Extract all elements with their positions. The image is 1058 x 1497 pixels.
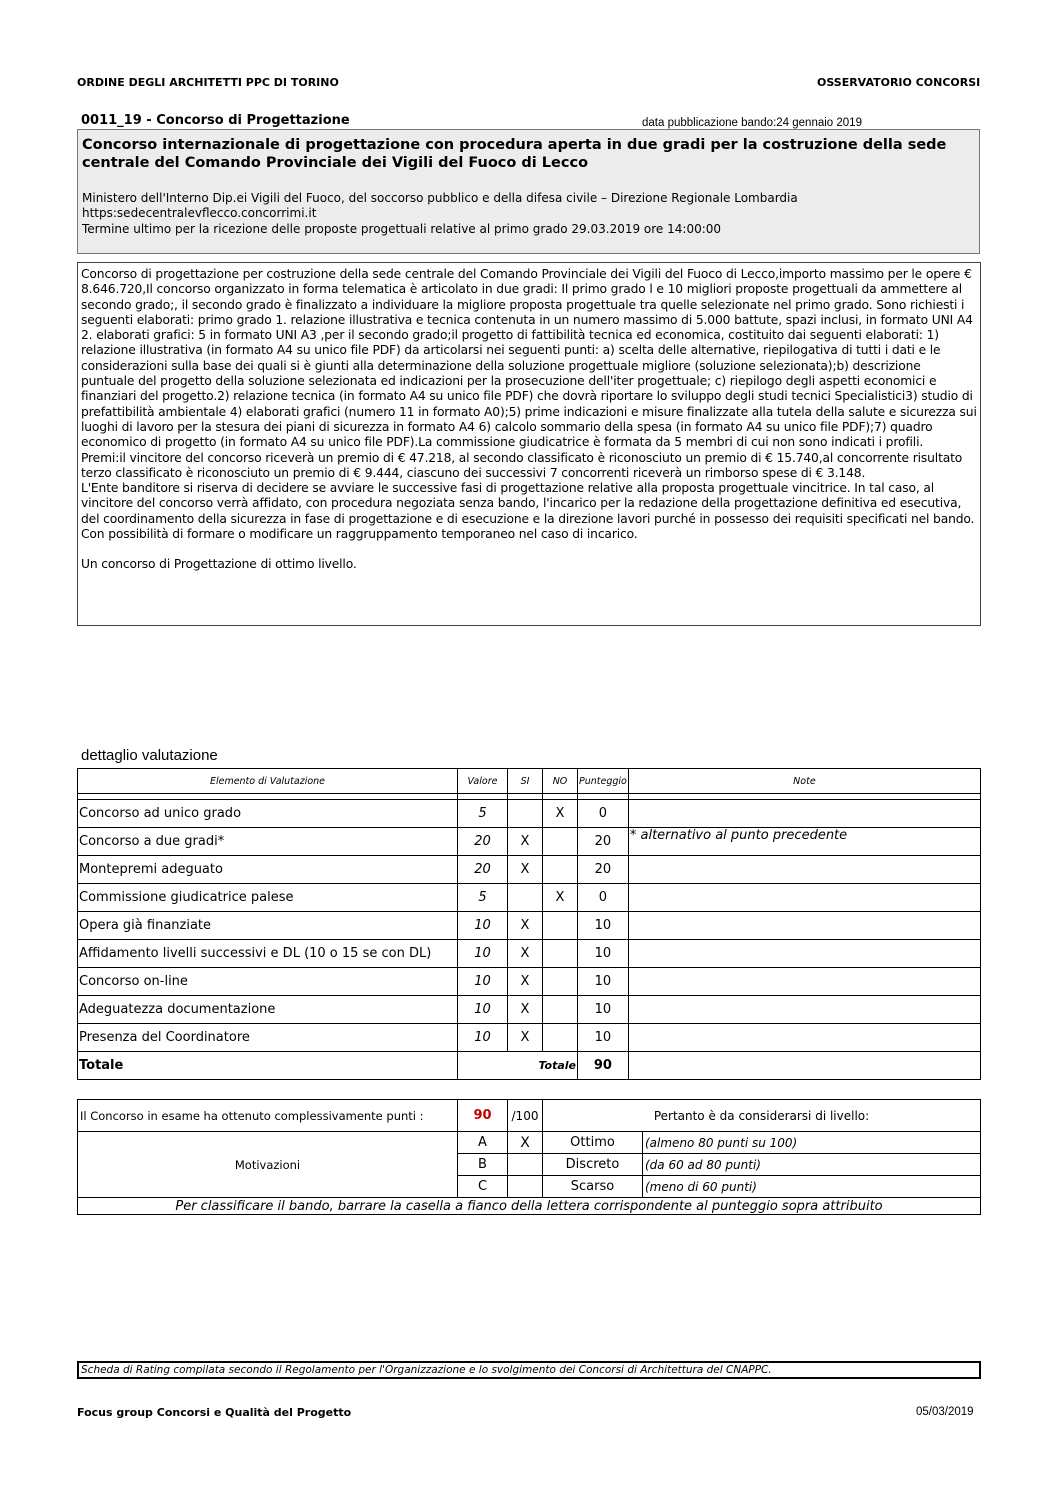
total-row (78, 1052, 981, 1080)
footer-date: 05/03/2019 (916, 1406, 974, 1418)
row-no: X (543, 884, 578, 912)
header-no: NO (543, 769, 578, 794)
total-label: Totale (78, 1052, 458, 1080)
row-score: 10 (578, 1024, 629, 1052)
level-name: Ottimo (543, 1132, 643, 1154)
row-label: Adeguatezza documentazione (78, 996, 458, 1024)
row-yes: X (508, 1024, 543, 1052)
row-yes: X (508, 968, 543, 996)
row-note: * alternativo al punto precedente (628, 828, 980, 856)
row-value: 10 (458, 1024, 508, 1052)
table-row (78, 856, 981, 884)
publication-date: data pubblicazione bando:24 gennaio 2019 (642, 117, 862, 129)
competition-title: Concorso internazionale di progettazione con procedura aperta in due gradi per la costruzione della sede centrale del Comando Provinciale dei Vigili del Fuoco di Lecco (82, 137, 947, 171)
level-row (78, 1132, 981, 1154)
row-note (628, 856, 980, 884)
table-row (78, 912, 981, 940)
table-row (78, 996, 981, 1024)
description-paragraph: Concorso di progettazione per costruzione della sede centrale del Comando Provinciale dei Vigili del Fuoco di Lecco,importo massimo per le opere € 8.646.720,Il concorso organizzato in forma telematica è articolato in due gradi: Il primo grado l e 10 migliori proposte progettuali da ammettere al secondo grado;, il secondo grado è finalizzato a individuare la migliore proposta progettuale tra quelle selezionate nel primo grado. Sono richiesti i seguenti elaborati: primo grado 1. relazione illustrativa e tecnica contenuta in un numero massimo di 5.000 battute, spazi inclusi, in formato UNI A4 2. elaborati grafici: 5 in formato UNI A3 ,per il secondo grado;il progetto di fattibilità tecnica ed economica, costituito dai seguenti elaborati: 1) relazione illustrativa (in formato A4 su unico file PDF) da articolarsi nei seguenti punti: a) scelta delle alternative, riepilogativa di tutti i dati e le considerazioni sulla base dei quali si è giunti alla determinazione della soluzione progettuale migliore (soluzione selezionata);b) descrizione puntuale del progetto della soluzione selezionata ed indicazioni per la prosecuzione dell'iter progettuale; c) riepilogo degli aspetti economici e finanziari del progetto.2) relazione tecnica (in formato A4 su unico file PDF) che dovrà riportare lo sviluppo degli studi tecnici Specialistici3) studio di prefattibilità ambientale 4) elaborati grafici (numero 11 in formato A0);5) prime indicazioni e misure finalizzate alla tutela della salute e sicurezza sui luoghi di lavoro per la stesura dei piani di sicurezza in formato A4 6) calcolo sommario della spesa (in formato A4 su unico file PDF);7) quadro economico di progetto (in formato A4 su unico file PDF).La commissione giudicatrice è formata da 5 membri di cui non sono indicati i profili. (81, 267, 977, 450)
row-score: 10 (578, 996, 629, 1024)
footnote-row (78, 1198, 981, 1215)
total-label-italic: Totale (458, 1052, 578, 1080)
row-no (543, 1024, 578, 1052)
result-out-of: /100 (508, 1100, 543, 1132)
row-value: 20 (458, 828, 508, 856)
row-note (628, 912, 980, 940)
result-intro: Il Concorso in esame ha ottenuto complessivamente punti : (78, 1100, 458, 1132)
header-yes: SI (508, 769, 543, 794)
table-row (78, 1024, 981, 1052)
title-box (77, 129, 980, 254)
row-note (628, 884, 980, 912)
rating-scheda-note: Scheda di Rating compilata secondo il Regolamento per l'Organizzazione e lo svolgimento dei Concorsi di Architettura del CNAPPC. (77, 1361, 981, 1379)
level-letter: A (458, 1132, 508, 1154)
row-score: 0 (578, 800, 629, 828)
total-score: 90 (578, 1052, 629, 1080)
row-note (628, 996, 980, 1024)
level-mark (508, 1154, 543, 1176)
row-no (543, 968, 578, 996)
level-letter: C (458, 1176, 508, 1198)
evaluation-header-row (78, 769, 981, 794)
row-yes: X (508, 912, 543, 940)
header-element: Elemento di Valutazione (78, 769, 458, 794)
header-notes: Note (628, 769, 980, 794)
header-observatory: OSSERVATORIO CONCORSI (817, 76, 981, 89)
competition-url: https:sedecentralevflecco.concorrimi.it (82, 206, 317, 220)
header-value: Valore (458, 769, 508, 794)
level-mark: X (508, 1132, 543, 1154)
level-range: (almeno 80 punti su 100) (643, 1132, 981, 1154)
row-yes (508, 800, 543, 828)
row-yes: X (508, 856, 543, 884)
row-no (543, 856, 578, 884)
result-level-heading: Pertanto è da considerarsi di livello: (543, 1100, 981, 1132)
row-label: Concorso on-line (78, 968, 458, 996)
row-yes (508, 884, 543, 912)
row-label: Montepremi adeguato (78, 856, 458, 884)
row-note (628, 800, 980, 828)
result-table (77, 1099, 981, 1215)
level-name: Scarso (543, 1176, 643, 1198)
result-summary-row (78, 1100, 981, 1132)
evaluation-table (77, 768, 981, 1080)
row-value: 5 (458, 884, 508, 912)
level-range: (meno di 60 punti) (643, 1176, 981, 1198)
evaluation-section-title: dettaglio valutazione (81, 747, 218, 764)
row-no (543, 912, 578, 940)
row-yes: X (508, 828, 543, 856)
row-value: 10 (458, 968, 508, 996)
description-box (77, 262, 981, 626)
row-note (628, 1024, 980, 1052)
level-letter: B (458, 1154, 508, 1176)
row-score: 10 (578, 940, 629, 968)
row-value: 10 (458, 940, 508, 968)
header-org: ORDINE DEGLI ARCHITETTI PPC DI TORINO (77, 76, 339, 89)
description-assignment: L'Ente banditore si riserva di decidere se avviare le successive fasi di progettazione relative alla proposta progettuale vincitrice. In tal caso, al vincitore del concorso verrà affidato, con procedura negoziata senza bando, l'incarico per la redazione della progettazione definitiva ed esecutiva, del coordinamento della sicurezza in fase di progettazione e di esecuzione e la direzione lavori purché in possesso dei requisiti specificati nel bando. Con possibilità di formare o modificare un raggruppamento temporaneo nel caso di incarico. (81, 481, 975, 542)
row-label: Concorso ad unico grado (78, 800, 458, 828)
row-no: X (543, 800, 578, 828)
row-note (628, 968, 980, 996)
row-score: 0 (578, 884, 629, 912)
motivations-label: Motivazioni (78, 1132, 458, 1198)
table-row (78, 884, 981, 912)
row-value: 5 (458, 800, 508, 828)
table-row (78, 800, 981, 828)
row-value: 10 (458, 996, 508, 1024)
row-no (543, 996, 578, 1024)
promoting-entity: Ministero dell'Interno Dip.ei Vigili del Fuoco, del soccorso pubblico e della difesa civile – Direzione Regionale Lombardia (82, 191, 798, 205)
header-score: Punteggio (578, 769, 629, 794)
footer-focus-group: Focus group Concorsi e Qualità del Progetto (77, 1406, 352, 1419)
row-score: 20 (578, 828, 629, 856)
row-score: 10 (578, 968, 629, 996)
level-mark (508, 1176, 543, 1198)
table-row (78, 940, 981, 968)
row-label: Presenza del Coordinatore (78, 1024, 458, 1052)
row-score: 20 (578, 856, 629, 884)
table-row (78, 968, 981, 996)
row-label: Opera già finanziate (78, 912, 458, 940)
row-yes: X (508, 940, 543, 968)
level-name: Discreto (543, 1154, 643, 1176)
submission-deadline: Termine ultimo per la ricezione delle proposte progettuali relative al primo grado 29.03.2019 ore 14:00:00 (82, 222, 722, 236)
description-prizes: Premi:il vincitore del concorso riceverà un premio di € 47.218, al secondo classificato è riconosciuto un premio di € 15.740,al concorrente risultato terzo classificato è riconosciuto un premio di € 9.444, ciascuno dei successivi 7 concorrenti riceverà un rimborso spese di € 3.148. (81, 450, 963, 480)
row-no (543, 828, 578, 856)
row-note (628, 940, 980, 968)
level-range: (da 60 ad 80 punti) (643, 1154, 981, 1176)
row-score: 10 (578, 912, 629, 940)
table-row (78, 828, 981, 856)
row-value: 10 (458, 912, 508, 940)
result-points: 90 (458, 1100, 508, 1132)
row-no (543, 940, 578, 968)
classification-footnote: Per classificare il bando, barrare la casella a fianco della lettera corrispondente al punteggio sopra attribuito (78, 1198, 981, 1215)
description-judgement: Un concorso di Progettazione di ottimo livello. (81, 557, 357, 572)
record-code-title: 0011_19 - Concorso di Progettazione (81, 113, 350, 128)
row-label: Affidamento livelli successivi e DL (10 o 15 se con DL) (78, 940, 458, 968)
row-value: 20 (458, 856, 508, 884)
row-label: Concorso a due gradi* (78, 828, 458, 856)
row-yes: X (508, 996, 543, 1024)
row-label: Commissione giudicatrice palese (78, 884, 458, 912)
